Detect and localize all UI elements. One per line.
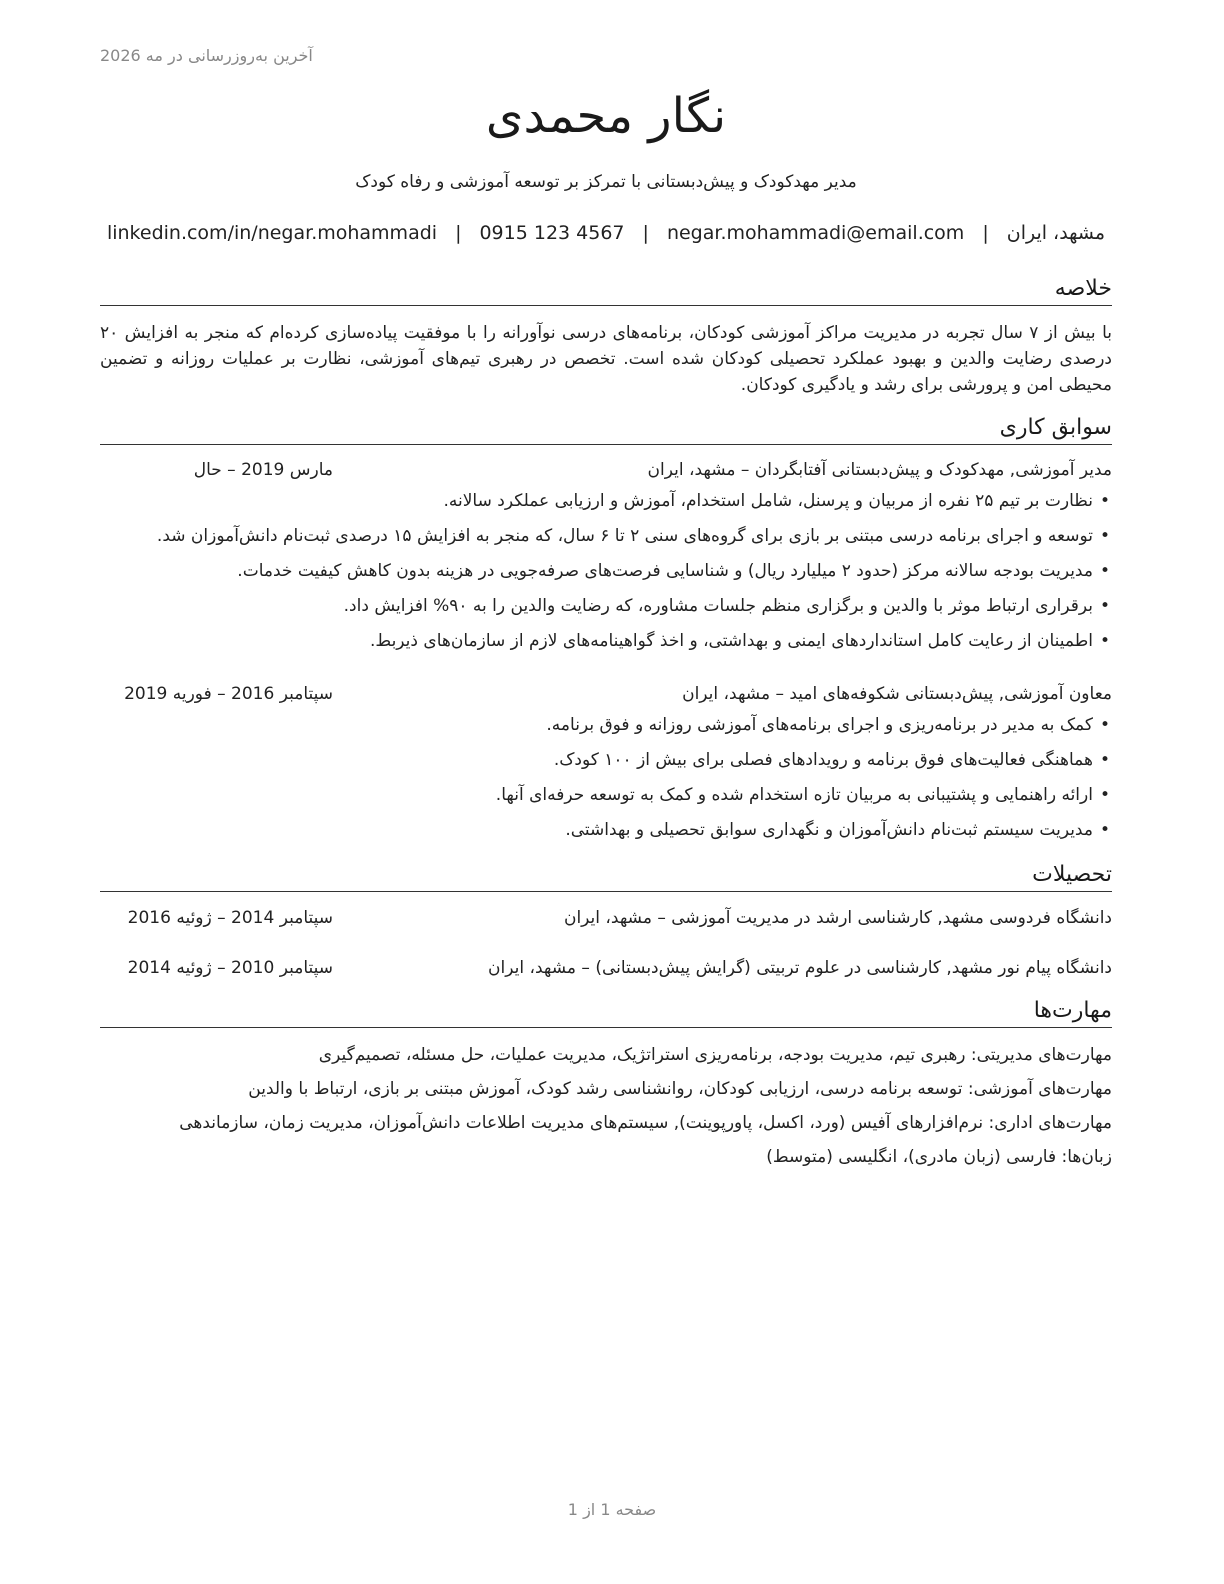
candidate-name: نگار محمدی (485, 88, 727, 144)
job-dates: مارس 2019 – حال (193, 460, 333, 480)
job-heading: مدیر آموزشی, مهدکودک و پیش‌دبستانی آفتابگردان – مشهد، ایران (647, 460, 1112, 480)
list-item: • نظارت بر تیم ۲۵ نفره از مربیان و پرسنل، شامل استخدام، آموزش و ارزیابی عملکرد سالانه. (157, 488, 1112, 523)
candidate-headline: مدیر مهدکودک و پیش‌دبستانی با تمرکز بر توسعه آموزشی و رفاه کودک (355, 172, 857, 192)
list-item: • مدیریت سیستم ثبت‌نام دانش‌آموزان و نگهداری سوابق تحصیلی و بهداشتی. (496, 817, 1112, 852)
job-entry-2 (100, 681, 1112, 707)
job-dates: سپتامبر 2016 – فوریه 2019 (124, 684, 333, 704)
last-updated-note: آخرین به‌روزرسانی در مه 2026 (100, 46, 313, 65)
contact-phone[interactable]: 0915 123 4567 (479, 222, 625, 244)
section-title-skills: مهارت‌ها (100, 997, 1112, 1028)
contact-separator: | (982, 222, 989, 244)
contact-email[interactable]: negar.mohammadi@email.com (666, 222, 965, 244)
skills-list (100, 1040, 1112, 1176)
section-title-education: تحصیلات (100, 861, 1112, 892)
page-number: صفحه 1 از 1 (567, 1500, 657, 1519)
education-heading: دانشگاه پیام نور مشهد, کارشناسی در علوم تربیتی (گرایش پیش‌دبستانی) – مشهد، ایران (488, 958, 1112, 978)
list-item: • کمک به مدیر در برنامه‌ریزی و اجرای برنامه‌های آموزشی روزانه و فوق برنامه. (496, 712, 1112, 747)
education-dates: سپتامبر 2010 – ژوئیه 2014 (127, 958, 333, 978)
list-item: • توسعه و اجرای برنامه درسی مبتنی بر بازی برای گروه‌های سنی ۲ تا ۶ سال، که منجر به افزایش ۱۵ درصدی ثبت‌نام دانش‌آموزان شد. (157, 523, 1112, 558)
contact-linkedin[interactable]: linkedin.com/in/negar.mohammadi (106, 222, 438, 244)
list-item: • اطمینان از رعایت کامل استانداردهای ایمنی و بهداشتی، و اخذ گواهینامه‌های لازم از سازمان‌های ذیربط. (157, 628, 1112, 663)
contact-separator: | (642, 222, 649, 244)
list-item: • ارائه راهنمایی و پشتیبانی به مربیان تازه استخدام شده و کمک به توسعه حرفه‌ای آنها. (496, 782, 1112, 817)
education-heading: دانشگاه فردوسی مشهد, کارشناسی ارشد در مدیریت آموزشی – مشهد، ایران (563, 908, 1112, 928)
job-entry-1 (100, 457, 1112, 483)
skill-line: مهارت‌های اداری: نرم‌افزارهای آفیس (ورد، اکسل، پاورپوینت), سیستم‌های مدیریت اطلاعات دانش‌آموزان، مدیریت زمان، سازماندهی (179, 1113, 1112, 1133)
list-item: • مدیریت بودجه سالانه مرکز (حدود ۲ میلیارد ریال) و شناسایی فرصت‌های صرفه‌جویی در هزینه بدون کاهش کیفیت خدمات. (157, 558, 1112, 593)
job-1-bullets (157, 488, 1112, 663)
section-title-summary: خلاصه (100, 275, 1112, 306)
job-heading: معاون آموزشی, پیش‌دبستانی شکوفه‌های امید – مشهد، ایران (682, 684, 1112, 704)
resume-page (100, 0, 1112, 1584)
education-dates: سپتامبر 2014 – ژوئیه 2016 (127, 908, 333, 928)
list-item: • هماهنگی فعالیت‌های فوق برنامه و رویدادهای فصلی برای بیش از ۱۰۰ کودک. (496, 747, 1112, 782)
list-item: • برقراری ارتباط موثر با والدین و برگزاری منظم جلسات مشاوره، که رضایت والدین را به ۹۰% افزایش داد. (157, 593, 1112, 628)
section-title-experience: سوابق کاری (100, 414, 1112, 445)
skill-line: مهارت‌های آموزشی: توسعه برنامه درسی، ارزیابی کودکان، روانشناسی رشد کودک، آموزش مبتنی بر بازی، ارتباط با والدین (248, 1079, 1112, 1099)
summary-paragraph: با بیش از ۷ سال تجربه در مدیریت مراکز آموزشی کودکان، برنامه‌های درسی نوآورانه را با موفقیت پیاده‌سازی کرده‌ام که منجر به افزایش ۲۰ درصدی رضایت والدین و بهبود عملکرد تحصیلی کودکان شده است. تخصص در رهبری تیم‌های آموزشی، نظارت بر عملیات روزانه و تضمین محیطی امن و پرورشی برای رشد و یادگیری کودکان. (100, 323, 1112, 395)
job-2-bullets (496, 712, 1112, 852)
contact-separator: | (455, 222, 462, 244)
education-entry-1 (100, 905, 1112, 931)
contact-location: مشهد، ایران (1006, 222, 1106, 244)
skill-line: مهارت‌های مدیریتی: رهبری تیم، مدیریت بودجه، برنامه‌ریزی استراتژیک، مدیریت عملیات، حل مسئله، تصمیم‌گیری (318, 1045, 1112, 1065)
contact-line (100, 222, 1112, 244)
education-entry-2 (100, 955, 1112, 981)
skill-line: زبان‌ها: فارسی (زبان مادری)، انگلیسی (متوسط) (766, 1147, 1112, 1167)
